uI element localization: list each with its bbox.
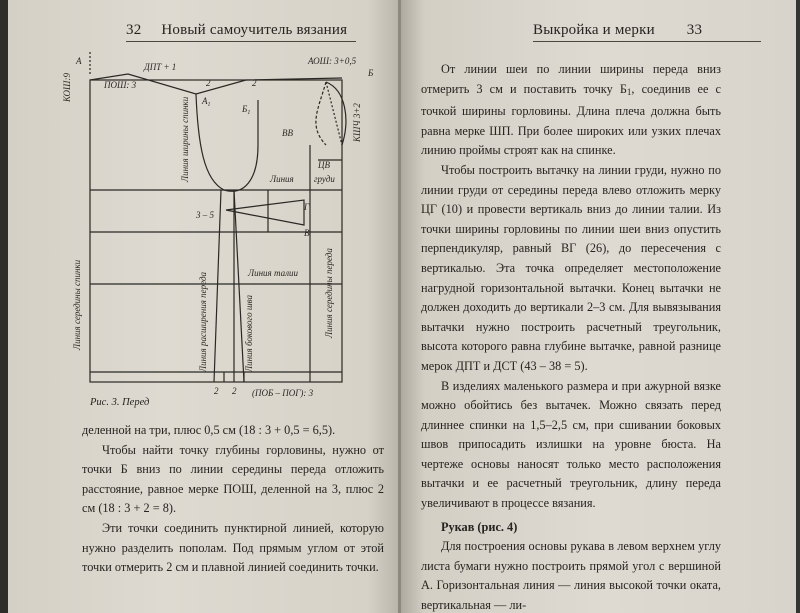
book-edge-right	[796, 0, 800, 613]
label-cv: ЦВ	[318, 160, 330, 170]
left-paragraph-2: Чтобы найти точку глубины горловины, нужно от точки Б вниз по линии середины переда отложить расстояние, равное мерке ПОШ, деленной на 3, плюс 2 см (18 : 3 + 2 = 8).	[82, 442, 384, 516]
right-page-number: 33	[686, 22, 703, 38]
label-v: В	[304, 228, 310, 238]
right-page	[401, 0, 796, 613]
armhole-curve	[196, 94, 258, 191]
guide-neck	[326, 82, 342, 145]
label-b: Б	[368, 68, 374, 78]
label-line-width-back: Линия ширины спинки	[180, 96, 190, 182]
right-paragraph-3: В изделиях маленького размера и при ажурной вязке можно обойтись без вытачек. Можно связать перед длиннее спинки на 1,5–2,5 см, при сшивании боковых швов припосадить излишки на уровне бюста. На чертеже основы наносят только место расположения вытачки и ее расчетный треугольник, длину переда увеличивают в процессе вязания.	[421, 378, 721, 511]
label-posh: ПОШ: 3	[104, 80, 137, 90]
right-paragraph-2: Чтобы построить вытачку на линии груди, нужно по линии груди от середины переда влево отложить мерку ЦГ (10) и провести вертикаль вниз до линии талии. Из точки ширины горловины по линии шеи вниз опустить перпендикуляр, равный ВГ (26), до пересечения с вертикалью. Эта точка определяет местоположение нагрудной горизонтальной вытачки. Конец вытачки не должен доходить до вертикали 2–3 см. Для вывязывания вытачки нужно построить расчетный треугольник, высота которого равна глубине вытачке, равной разнице мерок ДПТ и ДСТ (43 – 38 = 5).	[421, 162, 721, 373]
left-page	[8, 0, 399, 613]
label-line-middle-front: Линия середины переда	[324, 248, 334, 338]
label-three-five: 3 – 5	[196, 210, 214, 220]
label-kshch: КШЧ 3+2	[352, 103, 362, 142]
label-two-2: 2	[252, 78, 257, 88]
right-running-head	[533, 22, 761, 42]
label-bottom-2a: 2	[214, 386, 219, 396]
right-paragraph-1-start: От линии шеи по линии ширины переда вниз отмерить 3 см и поставить точку Б	[421, 62, 721, 96]
label-dpt: ДПТ + 1	[144, 62, 177, 72]
right-paragraph-1-end: , соединив ее с точкой ширины горловины. Длина плеча должна быть равна мерке ШП. При более широких или узких плечах линию проймы строят как на спинке.	[421, 81, 722, 158]
dart-triangle	[226, 200, 304, 225]
widening-line-right	[234, 190, 244, 382]
right-paragraph-1	[421, 60, 721, 161]
label-line-chest: Линия	[270, 174, 294, 184]
book-edge-left	[0, 0, 8, 613]
label-g: Г	[304, 202, 310, 212]
label-a: А	[76, 56, 82, 66]
right-running-head-title: Выкройка и мерки	[533, 22, 655, 38]
label-b1: $Б_1$	[242, 104, 251, 116]
right-body-text	[421, 60, 721, 613]
section-title-sleeve: Рукав (рис. 4)	[441, 519, 518, 534]
right-paragraph-1-subscript: 1	[626, 86, 632, 97]
widening-line-left	[214, 190, 221, 382]
label-kosh: КОШ:9	[62, 73, 72, 102]
label-line-waist: Линия талии	[248, 268, 299, 278]
label-line-side-seam: Линия бокового шва	[244, 295, 254, 372]
right-paragraph-4: Для построения основы рукава в левом верхнем углу листа бумаги нужно построить прямой угол с вершиной А. Горизонтальная линия — линия высокой точки оката, вертикальная — ли-	[421, 539, 721, 613]
label-bottom-2b: 2	[232, 386, 237, 396]
pattern-figure	[56, 50, 388, 400]
left-page-number: 32	[126, 22, 142, 38]
neck-curve	[316, 82, 326, 145]
label-aosh: АОШ: 3+0,5	[308, 56, 357, 66]
left-paragraph-3: Эти точки соединить пунктирной линией, которую нужно разделить пополам. Под прямым углом от этой точки отмерить 2 см и плавной линией соединить точки.	[82, 520, 384, 575]
left-body-text	[82, 421, 384, 578]
label-line-widening-front: Линия расширения переда	[198, 272, 208, 372]
left-running-head	[126, 22, 356, 42]
label-vv: ВВ	[282, 128, 293, 138]
left-paragraph-1: деленной на три, плюс 0,5 см (18 : 3 + 0,5 = 6,5).	[82, 423, 336, 437]
label-a1: $А_1$	[202, 96, 211, 108]
label-bottom-formula: (ПОБ – ПОГ): 3	[252, 388, 314, 398]
label-chest: груди	[314, 174, 335, 184]
label-two-1: 2	[206, 78, 211, 88]
label-line-middle-back: Линия середины спинки	[72, 259, 82, 350]
front-pattern-drawing	[56, 50, 388, 400]
figure-caption: Рис. 3. Перед	[90, 397, 150, 408]
left-running-head-title: Новый самоучитель вязания	[161, 22, 348, 38]
